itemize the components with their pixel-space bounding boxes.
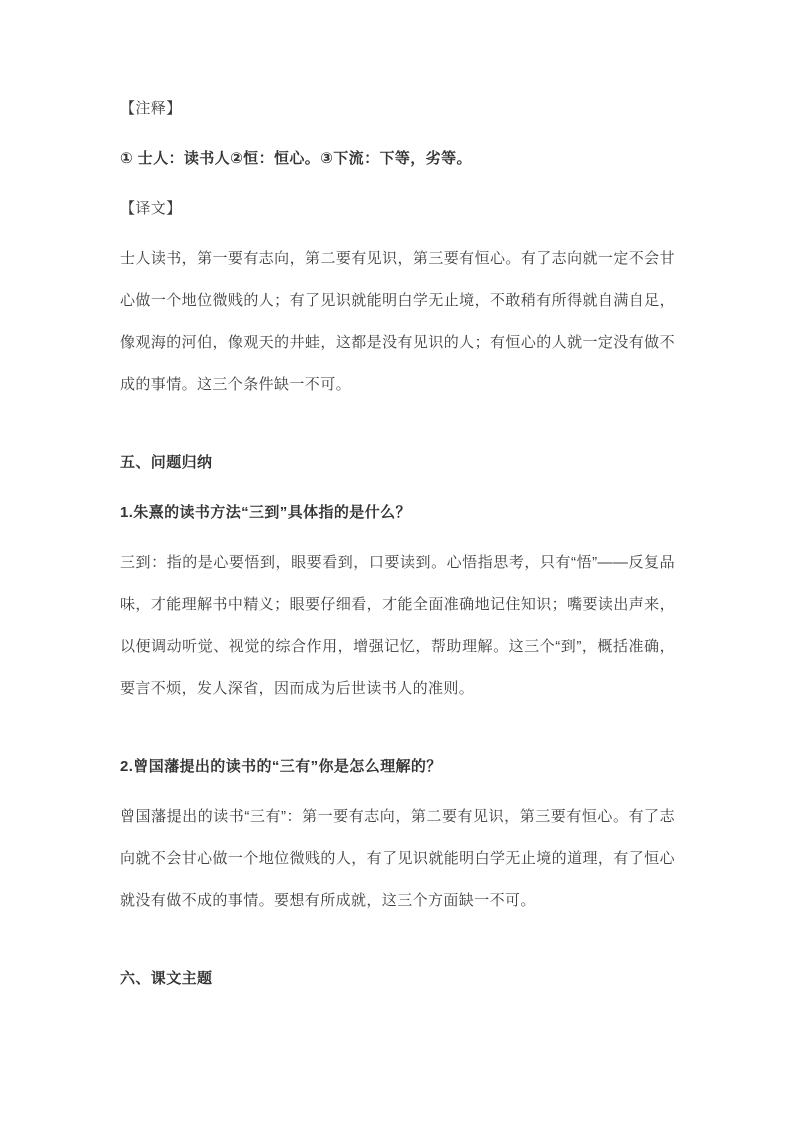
answer-2-paragraph: 曾国藩提出的读书“三有”：第一要有志向，第二要有见识，第三要有恒心。有了志向就不会甘心做一个地位微贱的人，有了见识就能明白学无止境的道理，有了恒心就没有做不成的事情。要想有所成就，这三个方面缺一不可。 — [120, 808, 675, 909]
question-1-heading: 1.朱熹的读书方法“三到”具体指的是什么？ — [120, 504, 411, 521]
annotation-definitions-text: ① 士人：读书人②恒：恒心。③下流：下等，劣等。 — [120, 150, 472, 167]
notes-bracket-heading: 【注释】 — [120, 100, 182, 117]
question-2-heading: 2.曾国藩提出的读书的“三有”你是怎么理解的？ — [120, 758, 442, 775]
translation-bracket-heading: 【译文】 — [120, 200, 182, 217]
answer-1-paragraph: 三到：指的是心要悟到，眼要看到，口要读到。心悟指思考，只有“悟”——反复品味，才能理解书中精义；眼要仔细看，才能全面准确地记住知识；嘴要读出声来，以便调动听觉、视觉的综合作用，增强记忆，帮助理解。这三个“到”，概括准确，要言不烦，发人深省，因而成为后世读书人的准则。 — [120, 554, 675, 697]
section-heading-question-summary: 五、问题归纳 — [120, 454, 213, 471]
section-heading-text-theme: 六、课文主题 — [120, 970, 213, 987]
translation-paragraph: 士人读书，第一要有志向，第二要有见识，第三要有恒心。有了志向就一定不会甘心做一个地位微贱的人；有了见识就能明白学无止境，不敢稍有所得就自满自足，像观海的河伯，像观天的井蛙，这都是没有见识的人；有恒心的人就一定没有做不成的事情。这三个条件缺一不可。 — [120, 250, 675, 393]
